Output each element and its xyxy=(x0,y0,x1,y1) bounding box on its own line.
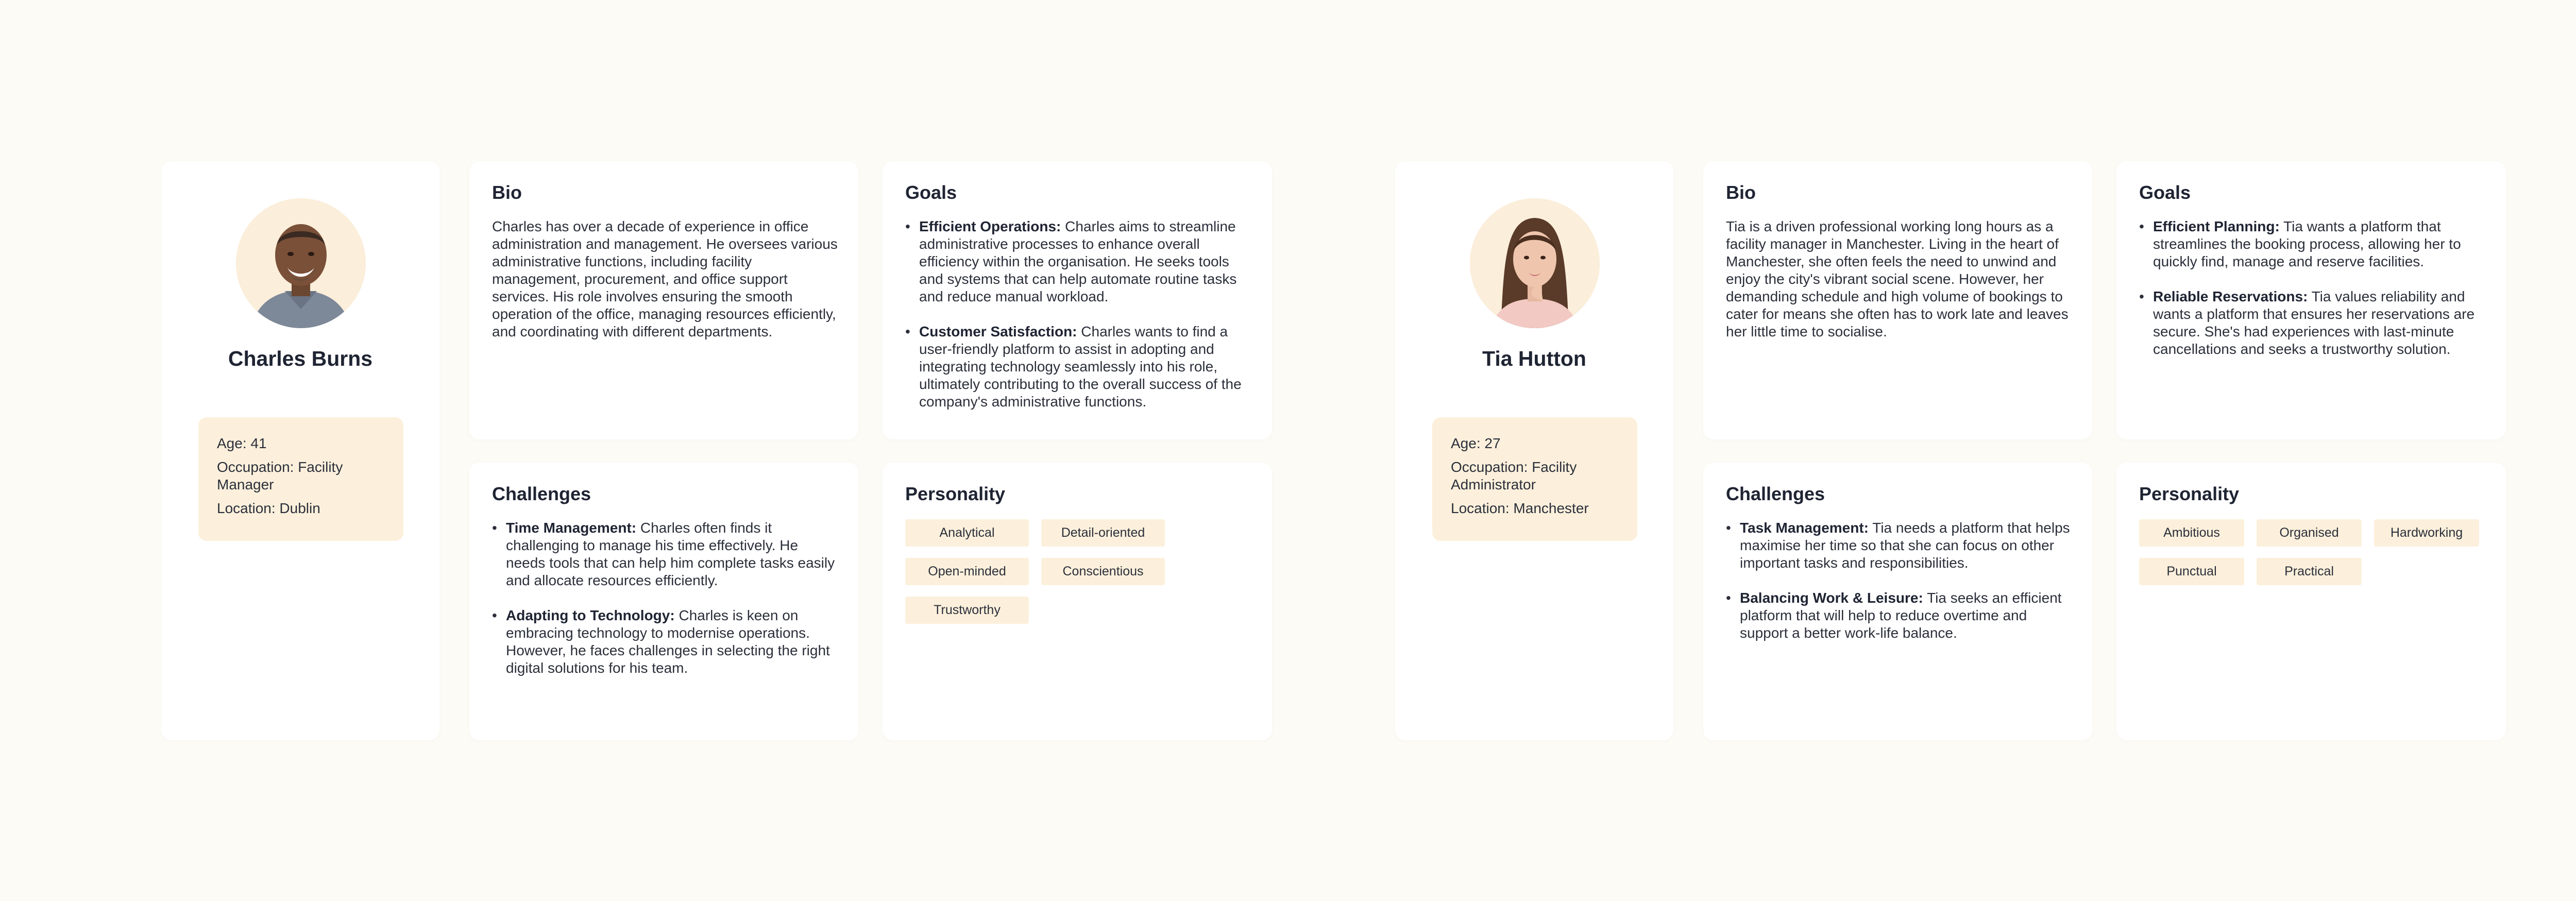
bio-title: Bio xyxy=(1726,182,1756,203)
personality-tag: Practical xyxy=(2257,558,2362,585)
goal-label: Efficient Planning: xyxy=(2153,218,2280,234)
personality-title: Personality xyxy=(2139,483,2240,504)
challenge-label: Task Management: xyxy=(1740,520,1869,536)
goal-item xyxy=(2139,288,2485,358)
personality-tag: Ambitious xyxy=(2139,519,2244,547)
goal-text: Charles wants to find a user-friendly platform to assist in adopting and integrating technology seamlessly into his role, ultimately contributing to the overall success of the company's administrative functions. xyxy=(919,324,1242,410)
personality-tag: Hardworking xyxy=(2374,519,2479,547)
goal-text: Charles aims to streamline administrative processes to enhance overall efficiency within the organisation. He seeks tools and systems that can help automate routine tasks and reduce manual workload. xyxy=(919,218,1237,304)
persona-age: Age: 41 xyxy=(217,435,267,451)
persona-tia-hutton xyxy=(1395,161,2506,740)
challenge-text: Tia seeks an efficient platform that will help to reduce overtime and support a better work-life balance. xyxy=(1740,590,2062,641)
challenges-list xyxy=(1726,519,2072,659)
goals-card xyxy=(2116,161,2506,439)
challenge-item xyxy=(492,519,838,589)
challenge-text: Charles is keen on embracing technology to modernise operations. However, he faces challenges in selecting the right digital solutions for his team. xyxy=(506,607,830,676)
persona-occupation: Occupation: Facility Administrator xyxy=(1451,459,1577,492)
goal-item xyxy=(2139,218,2485,270)
persona-occupation: Occupation: Facility Manager xyxy=(217,459,343,492)
challenges-list xyxy=(492,519,838,694)
goals-card xyxy=(883,161,1272,439)
bio-text: Tia is a driven professional working long hours as a facility manager in Manchester. Living in the heart of Manchester, she often feels the need to unwind and enjoy the city's vibrant social scene. However, her demanding schedule and high volume of bookings to cater for means she often has to work late and leaves her little time to socialise. xyxy=(1726,218,2069,339)
bio-card xyxy=(469,161,858,439)
challenges-card xyxy=(469,463,858,740)
personality-tags xyxy=(905,519,1257,624)
challenges-title: Challenges xyxy=(492,483,591,504)
personality-card xyxy=(2116,463,2506,740)
challenge-item xyxy=(1726,589,2072,642)
goals-list xyxy=(2139,218,2485,376)
personality-title: Personality xyxy=(905,483,1006,504)
profile-card xyxy=(1395,161,1673,740)
personality-tag: Detail-oriented xyxy=(1041,519,1165,547)
personality-card xyxy=(883,463,1272,740)
goal-text: Tia wants a platform that streamlines the booking process, allowing her to quickly find, manage and reserve facilities. xyxy=(2153,218,2461,269)
avatar xyxy=(236,198,366,328)
personality-tag: Punctual xyxy=(2139,558,2244,585)
persona-location: Location: Manchester xyxy=(1451,500,1589,516)
avatar xyxy=(1470,198,1600,328)
challenge-label: Balancing Work & Leisure: xyxy=(1740,590,1923,606)
goals-title: Goals xyxy=(905,182,957,203)
persona-name: Charles Burns xyxy=(228,347,373,370)
challenge-text: Charles often finds it challenging to manage his time effectively. He needs tools that can help him complete tasks easily and allocate resources efficiently. xyxy=(506,520,835,588)
persona-charles-burns xyxy=(161,161,1272,740)
challenge-label: Time Management: xyxy=(506,520,637,536)
persona-location: Location: Dublin xyxy=(217,500,320,516)
challenge-text: Tia needs a platform that helps maximise her time so that she can focus on other important tasks and responsibilities. xyxy=(1740,520,2070,571)
personality-tag: Conscientious xyxy=(1041,558,1165,585)
challenge-item xyxy=(1726,519,2072,572)
avatar-portrait-man xyxy=(236,198,366,328)
bio-text: Charles has over a decade of experience in office administration and management. He oversees various administrative functions, including facility management, procurement, and office support services. His role involves ensuring the smooth operation of the office, managing resources efficiently, and coordinating with different departments. xyxy=(492,218,838,339)
goal-label: Customer Satisfaction: xyxy=(919,324,1077,339)
goal-item xyxy=(905,218,1251,305)
avatar-portrait-woman xyxy=(1470,198,1600,328)
challenges-title: Challenges xyxy=(1726,483,1825,504)
goal-label: Efficient Operations: xyxy=(919,218,1061,234)
goal-text: Tia values reliability and wants a platform that ensures her reservations are secure. She's had experiences with last-minute cancellations and seeks a trustworthy solution. xyxy=(2153,288,2475,357)
goal-label: Reliable Reservations: xyxy=(2153,288,2308,304)
personality-tag: Trustworthy xyxy=(905,597,1029,624)
persona-age: Age: 27 xyxy=(1451,435,1501,451)
personality-tags xyxy=(2139,519,2490,585)
persona-info-box xyxy=(1432,417,1637,541)
challenges-card xyxy=(1703,463,2092,740)
persona-name: Tia Hutton xyxy=(1482,347,1586,370)
profile-card xyxy=(161,161,439,740)
personality-tag: Open-minded xyxy=(905,558,1029,585)
goal-item xyxy=(905,323,1251,411)
challenge-item xyxy=(492,607,838,677)
challenge-label: Adapting to Technology: xyxy=(506,607,675,623)
persona-info-box xyxy=(198,417,403,541)
bio-card xyxy=(1703,161,2092,439)
goals-list xyxy=(905,218,1251,428)
goals-title: Goals xyxy=(2139,182,2191,203)
personality-tag: Organised xyxy=(2257,519,2362,547)
personality-tag: Analytical xyxy=(905,519,1029,547)
bio-title: Bio xyxy=(492,182,522,203)
